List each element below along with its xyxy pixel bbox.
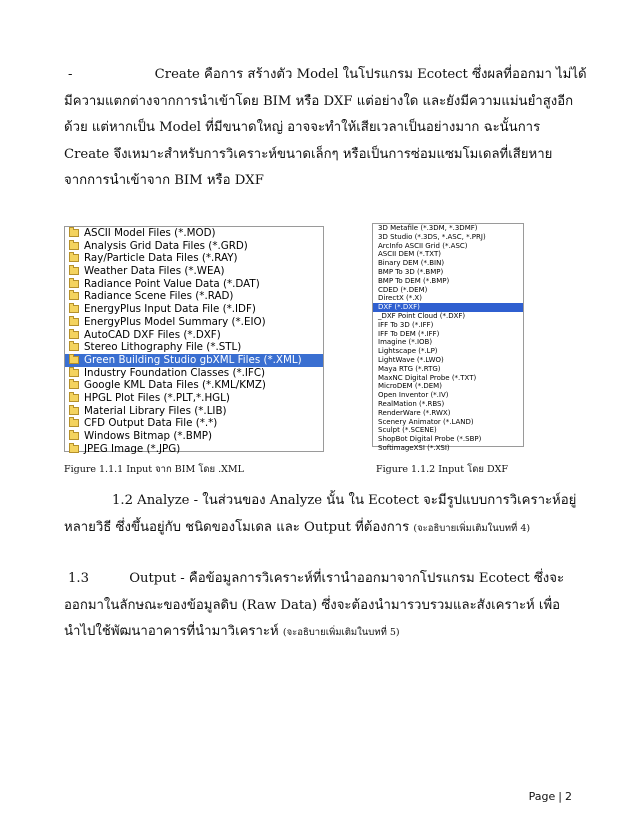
- file-type-label: _DXF Point Cloud (*.DXF): [378, 311, 466, 320]
- file-type-label: HPGL Plot Files (*.PLT,*.HGL): [84, 391, 230, 404]
- section-1-2-note: (จะอธิบายเพิ่มเติมในบทที่ 4): [413, 522, 531, 534]
- file-type-item[interactable]: [373, 435, 523, 444]
- file-type-item[interactable]: [65, 329, 323, 342]
- file-type-label: Google KML Data Files (*.KML/KMZ): [84, 379, 266, 392]
- file-type-item[interactable]: [373, 444, 523, 453]
- file-type-label: Binary DEM (*.BIN): [378, 259, 445, 268]
- file-type-label: SoftimageXSI (*.XSI): [378, 443, 450, 452]
- file-type-label: RenderWare (*.RWX): [378, 408, 451, 417]
- file-type-label: Sculpt (*.SCENE): [378, 426, 437, 435]
- file-type-label: IFF To DEM (*.IFF): [378, 329, 440, 338]
- file-type-label: Industry Foundation Classes (*.IFC): [84, 366, 266, 379]
- file-type-label: MaxNC Digital Probe (*.TXT): [378, 373, 477, 382]
- file-type-item[interactable]: [373, 338, 523, 347]
- file-type-label: DirectX (*.X): [378, 294, 422, 303]
- folder-icon: [69, 394, 79, 402]
- intro-line-4: Create จึงเหมาะสำหรับการวิเคราะห์ขนาดเล็กๆ หรือเป็นการซ่อมแซมโมเดลที่เสียหาย: [64, 146, 553, 162]
- file-type-label: ShopBot Digital Probe (*.SBP): [378, 435, 482, 444]
- folder-icon: [69, 305, 79, 313]
- file-type-item[interactable]: [65, 265, 323, 278]
- file-type-label: Lightscape (*.LP): [378, 347, 438, 356]
- file-type-label: Stereo Lithography File (*.STL): [84, 341, 242, 354]
- file-type-item[interactable]: [373, 321, 523, 330]
- list-dash: -: [68, 67, 73, 82]
- file-type-item[interactable]: [65, 290, 323, 303]
- file-type-item[interactable]: [373, 303, 523, 312]
- file-type-label: Radiance Scene Files (*.RAD): [84, 290, 234, 303]
- file-type-label: Scenery Animator (*.LAND): [378, 417, 474, 426]
- file-type-item[interactable]: [373, 268, 523, 277]
- file-type-label: 3D Metafile (*.3DM, *.3DMF): [378, 224, 478, 232]
- file-type-label: Analysis Grid Data Files (*.GRD): [84, 239, 248, 252]
- file-type-label: Maya RTG (*.RTG): [378, 364, 441, 373]
- file-type-label: Radiance Point Value Data (*.DAT): [84, 277, 260, 290]
- page-number: 2: [565, 790, 572, 803]
- file-type-label: AutoCAD DXF Files (*.DXF): [84, 328, 221, 341]
- section-1-3: [64, 566, 584, 647]
- file-type-label: Windows Bitmap (*.BMP): [84, 430, 212, 442]
- file-type-item[interactable]: [373, 382, 523, 391]
- file-type-label: ArcInfo ASCII Grid (*.ASC): [378, 241, 468, 250]
- file-type-item[interactable]: [65, 240, 323, 253]
- file-type-label: Ray/Particle Data Files (*.RAY): [84, 252, 238, 265]
- folder-icon: [69, 407, 79, 415]
- figure-2-caption: Figure 1.1.2 Input โดย DXF: [376, 464, 508, 475]
- file-type-label: EnergyPlus Input Data File (*.IDF): [84, 303, 256, 316]
- file-type-item[interactable]: [373, 391, 523, 400]
- page-separator: |: [558, 790, 562, 803]
- file-type-label: Material Library Files (*.LIB): [84, 404, 227, 417]
- folder-icon: [69, 445, 79, 453]
- file-type-item[interactable]: [373, 233, 523, 242]
- folder-icon: [69, 280, 79, 288]
- file-type-label: ASCII Model Files (*.MOD): [84, 227, 216, 239]
- file-type-label: RealMation (*.RBS): [378, 399, 445, 408]
- file-type-label: Imagine (*.IOB): [378, 338, 433, 347]
- file-type-item[interactable]: [373, 409, 523, 418]
- folder-icon: [69, 343, 79, 351]
- section-1-2-line-2-text: หลายวิธี ซึ่งขึ้นอยู่กับ ชนิดของโมเดล และ Output ที่ต้องการ: [64, 519, 414, 535]
- intro-line-1: [64, 62, 587, 89]
- section-1-3-line-1: [64, 566, 584, 593]
- section-1-3-line-2: ออกมาในลักษณะของข้อมูลดิบ (Raw Data) ซึ่งจะต้องนำมารวบรวมและสังเคราะห์ เพื่อ: [64, 597, 561, 613]
- intro-line-5: จากการนำเข้าจาก BIM หรือ DXF: [64, 173, 264, 188]
- file-type-item[interactable]: [65, 367, 323, 380]
- file-type-item[interactable]: [373, 347, 523, 356]
- figure-1-caption: Figure 1.1.1 Input จาก BIM โดย .XML: [64, 464, 244, 475]
- section-1-3-number: 1.3: [68, 571, 89, 586]
- file-type-label: JPEG Image (*.JPG): [84, 442, 181, 455]
- folder-icon: [69, 331, 79, 339]
- folder-icon: [69, 369, 79, 377]
- file-type-label: 3D Studio (*.3DS, *.ASC, *.PRJ): [378, 232, 486, 241]
- file-type-label: CDED (*.DEM): [378, 285, 428, 294]
- folder-icon: [69, 229, 79, 237]
- file-type-item[interactable]: [65, 354, 323, 367]
- file-type-item[interactable]: [373, 294, 523, 303]
- file-type-item[interactable]: [65, 341, 323, 354]
- section-1-3-line-1-text: Output - คือข้อมูลการวิเคราะห์ที่เรานำออกมาจากโปรแกรม Ecotect ซึ่งจะ: [129, 571, 565, 586]
- file-type-label: BMP To DEM (*.BMP): [378, 276, 450, 285]
- file-type-item[interactable]: [65, 430, 323, 443]
- file-type-label: DXF (*.DXF): [378, 303, 420, 312]
- file-type-label: EnergyPlus Model Summary (*.EIO): [84, 315, 266, 328]
- file-type-item[interactable]: [65, 252, 323, 265]
- folder-icon: [69, 292, 79, 300]
- folder-icon: [69, 381, 79, 389]
- file-type-item[interactable]: [373, 242, 523, 251]
- dxf-import-file-list: [372, 223, 524, 452]
- file-type-item[interactable]: [65, 379, 323, 392]
- section-1-3-note: (จะอธิบายเพิ่มเติมในบทที่ 5): [282, 627, 400, 638]
- file-type-item[interactable]: [65, 405, 323, 418]
- page-label: Page: [528, 790, 556, 803]
- file-type-item[interactable]: [373, 259, 523, 268]
- file-type-label: CFD Output Data File (*.*): [84, 417, 218, 430]
- file-type-item[interactable]: [373, 286, 523, 295]
- folder-icon: [69, 267, 79, 275]
- file-type-item[interactable]: [65, 303, 323, 316]
- section-1-2-line-2: [64, 515, 584, 543]
- file-type-item[interactable]: [65, 278, 323, 291]
- page-footer: [529, 790, 572, 803]
- file-type-label: BMP To 3D (*.BMP): [378, 267, 444, 276]
- folder-icon: [69, 242, 79, 250]
- file-type-item[interactable]: [373, 374, 523, 383]
- file-type-label: ASCII DEM (*.TXT): [378, 250, 441, 259]
- file-type-label: Weather Data Files (*.WEA): [84, 265, 225, 278]
- file-type-label: IFF To 3D (*.IFF): [378, 320, 434, 329]
- file-type-item[interactable]: [373, 365, 523, 374]
- file-type-item[interactable]: [373, 312, 523, 321]
- file-type-item[interactable]: [65, 392, 323, 405]
- folder-icon: [69, 356, 79, 364]
- folder-icon: [69, 318, 79, 326]
- intro-line-2: มีความแตกต่างจากการนำเข้าโดย BIM หรือ DXF แต่อย่างใด และยังมีความแม่นยำสูงอีก: [64, 93, 574, 109]
- intro-line-1-text: Create คือการ สร้างตัว Model ในโปรแกรม Ecotect ซึ่งผลที่ออกมา ไม่ได้: [154, 67, 587, 82]
- file-type-item[interactable]: [373, 426, 523, 435]
- folder-icon: [69, 419, 79, 427]
- file-type-label: MicroDEM (*.DEM): [378, 382, 442, 391]
- file-type-item[interactable]: [373, 400, 523, 409]
- intro-paragraph: [64, 62, 587, 195]
- section-1-3-line-3-text: นำไปใช้พัฒนาอาคารที่นำมาวิเคราะห์: [64, 624, 283, 639]
- file-type-label: Open Inventor (*.IV): [378, 391, 449, 400]
- file-type-item[interactable]: [373, 356, 523, 365]
- file-type-item[interactable]: [373, 277, 523, 286]
- file-type-item[interactable]: [65, 417, 323, 430]
- file-type-item[interactable]: [373, 224, 523, 233]
- section-1-2-line-1: [64, 488, 584, 515]
- file-type-item[interactable]: [65, 227, 323, 240]
- section-1-2: [64, 488, 584, 542]
- section-1-3-line-3: [64, 619, 584, 647]
- bim-import-file-list: [64, 226, 324, 455]
- file-type-item[interactable]: [373, 250, 523, 259]
- file-type-label: LightWave (*.LWO): [378, 355, 444, 364]
- file-type-item[interactable]: [373, 418, 523, 427]
- file-type-item[interactable]: [65, 316, 323, 329]
- intro-line-3: ด้วย แต่หากเป็น Model ที่มีขนาดใหญ่ อาจจะทำให้เสียเวลาเป็นอย่างมาก ฉะนั้นการ: [64, 120, 541, 135]
- file-type-item[interactable]: [373, 330, 523, 339]
- file-type-label: Green Building Studio gbXML Files (*.XML): [84, 353, 302, 366]
- folder-icon: [69, 254, 79, 262]
- folder-icon: [69, 432, 79, 440]
- section-1-2-line-1-text: 1.2 Analyze - ในส่วนของ Analyze นั้น ใน Ecotect จะมีรูปแบบการวิเคราะห์อยู่: [112, 493, 577, 508]
- file-type-item[interactable]: [65, 443, 323, 456]
